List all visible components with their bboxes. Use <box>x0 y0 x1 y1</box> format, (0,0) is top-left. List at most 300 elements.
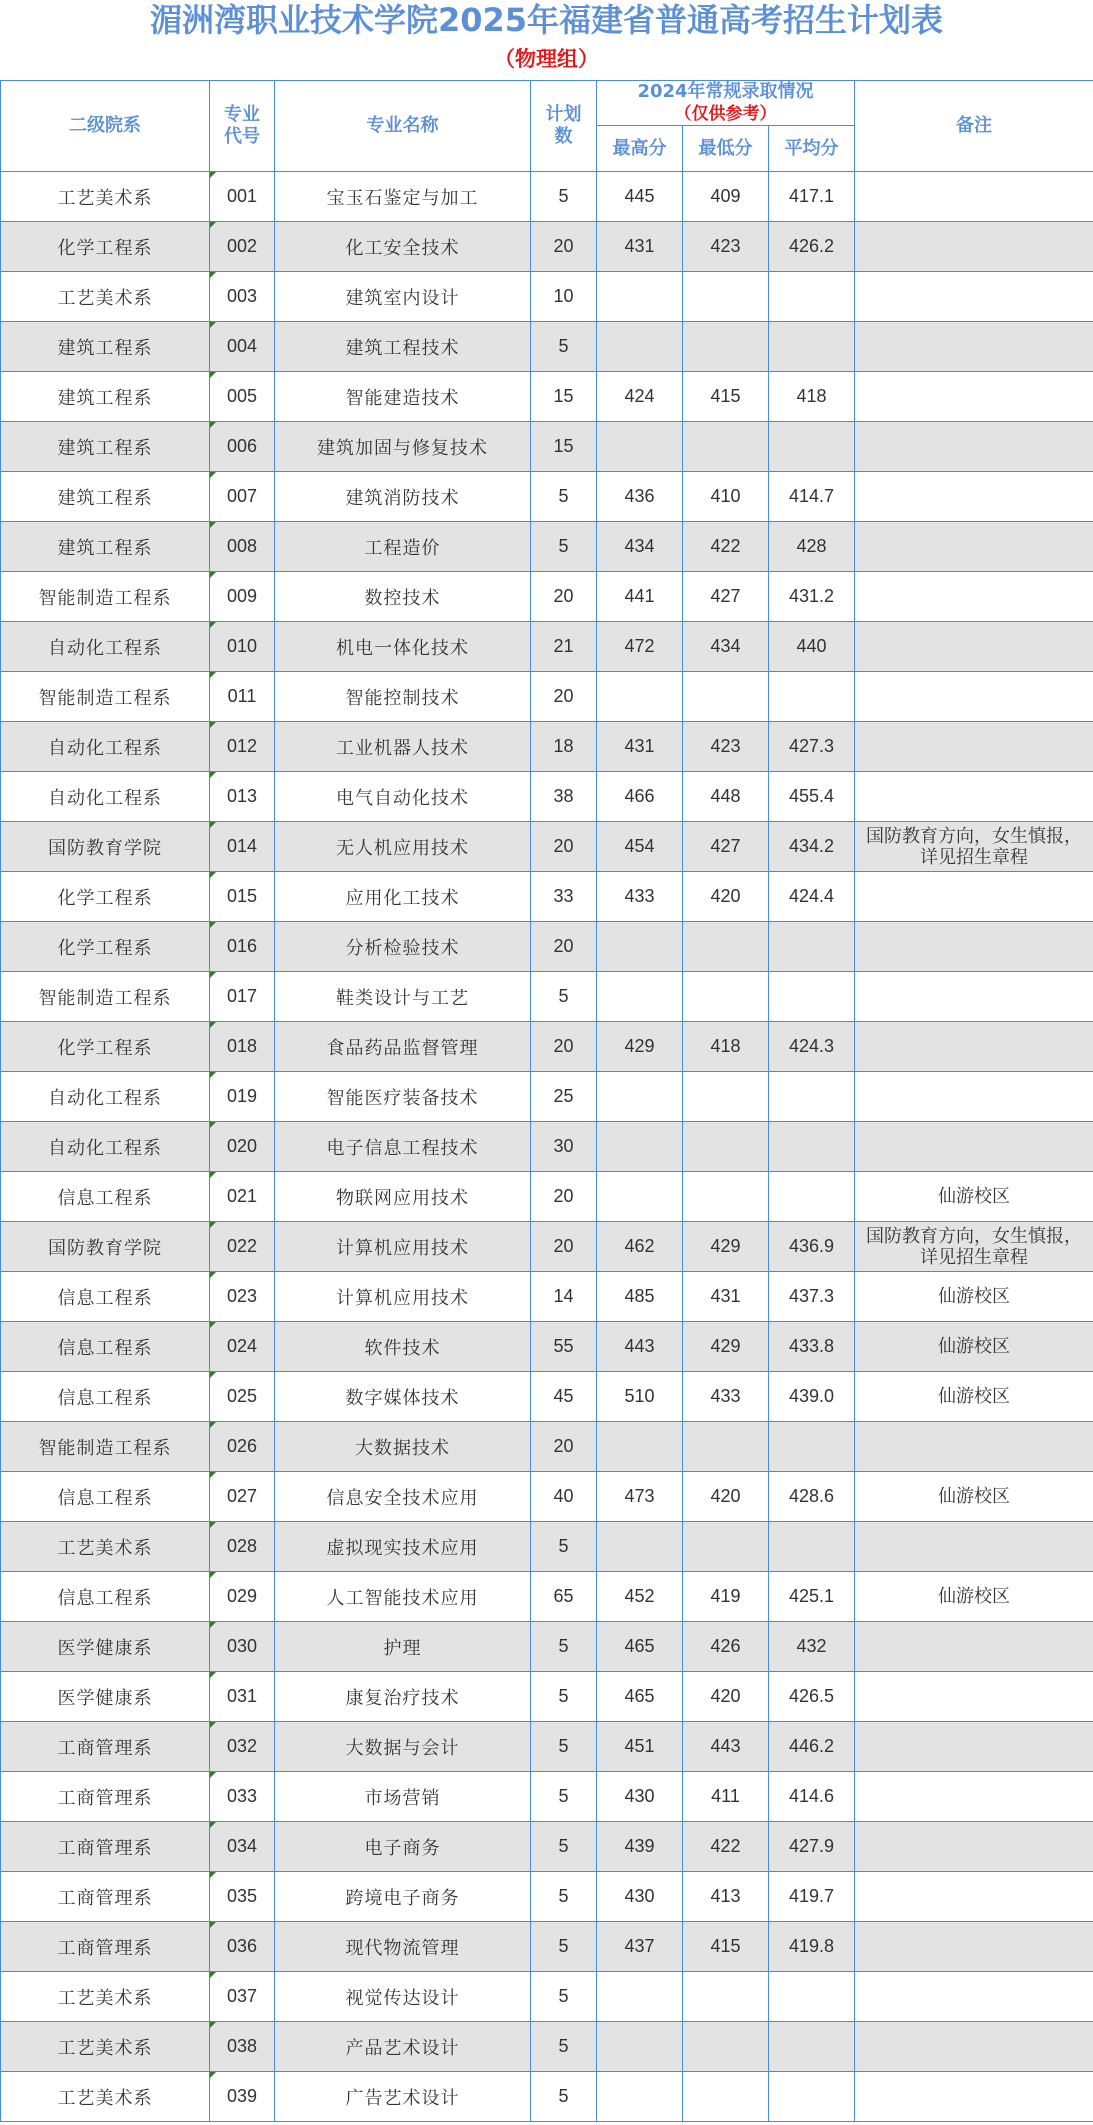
cell-max-score <box>597 1172 683 1222</box>
cell-remark: 仙游校区 <box>855 1472 1093 1522</box>
cell-avg-score <box>769 972 855 1022</box>
cell-code: 005 <box>210 372 275 422</box>
cell-major: 计算机应用技术 <box>275 1272 531 1322</box>
cell-min-score: 448 <box>683 772 769 822</box>
cell-min-score <box>683 2022 769 2072</box>
cell-max-score: 462 <box>597 1222 683 1272</box>
cell-code: 002 <box>210 222 275 272</box>
cell-dept: 信息工程系 <box>1 1472 210 1522</box>
table-row <box>1 1722 1093 1772</box>
header-dept: 二级院系 <box>1 81 210 172</box>
cell-avg-score: 428 <box>769 522 855 572</box>
cell-major: 应用化工技术 <box>275 872 531 922</box>
table-row <box>1 572 1093 622</box>
cell-plan: 5 <box>531 1872 597 1922</box>
cell-max-score: 434 <box>597 522 683 572</box>
cell-major: 鞋类设计与工艺 <box>275 972 531 1022</box>
cell-remark <box>855 222 1093 272</box>
cell-plan: 15 <box>531 372 597 422</box>
cell-remark: 仙游校区 <box>855 1322 1093 1372</box>
cell-plan: 5 <box>531 1922 597 1972</box>
cell-code: 026 <box>210 1422 275 1472</box>
cell-major: 电子信息工程技术 <box>275 1122 531 1172</box>
cell-max-score <box>597 972 683 1022</box>
cell-code: 031 <box>210 1672 275 1722</box>
cell-remark <box>855 522 1093 572</box>
cell-dept: 医学健康系 <box>1 1622 210 1672</box>
cell-plan: 30 <box>531 1122 597 1172</box>
cell-avg-score: 417.1 <box>769 172 855 222</box>
cell-min-score: 415 <box>683 1922 769 1972</box>
cell-major: 数控技术 <box>275 572 531 622</box>
cell-dept: 自动化工程系 <box>1 772 210 822</box>
cell-avg-score: 425.1 <box>769 1572 855 1622</box>
cell-min-score: 443 <box>683 1722 769 1772</box>
cell-code: 008 <box>210 522 275 572</box>
cell-min-score: 420 <box>683 872 769 922</box>
cell-min-score: 411 <box>683 1772 769 1822</box>
cell-dept: 工艺美术系 <box>1 1972 210 2022</box>
cell-plan: 20 <box>531 822 597 872</box>
cell-code: 015 <box>210 872 275 922</box>
cell-max-score: 430 <box>597 1872 683 1922</box>
cell-major: 人工智能技术应用 <box>275 1572 531 1622</box>
cell-dept: 自动化工程系 <box>1 622 210 672</box>
cell-max-score: 465 <box>597 1672 683 1722</box>
cell-remark <box>855 372 1093 422</box>
cell-remark: 仙游校区 <box>855 1572 1093 1622</box>
cell-max-score: 466 <box>597 772 683 822</box>
cell-plan: 5 <box>531 972 597 1022</box>
cell-avg-score: 426.2 <box>769 222 855 272</box>
cell-dept: 建筑工程系 <box>1 472 210 522</box>
cell-max-score: 433 <box>597 872 683 922</box>
cell-code: 003 <box>210 272 275 322</box>
cell-plan: 5 <box>531 2022 597 2072</box>
cell-avg-score <box>769 272 855 322</box>
cell-plan: 5 <box>531 472 597 522</box>
table-row <box>1 1422 1093 1472</box>
table-row <box>1 1772 1093 1822</box>
header-plan: 计划数 <box>531 81 597 172</box>
cell-code: 029 <box>210 1572 275 1622</box>
table-row <box>1 1522 1093 1572</box>
cell-code: 018 <box>210 1022 275 1072</box>
cell-max-score: 443 <box>597 1322 683 1372</box>
cell-plan: 5 <box>531 1722 597 1772</box>
cell-remark <box>855 172 1093 222</box>
cell-dept: 工艺美术系 <box>1 2072 210 2122</box>
cell-dept: 化学工程系 <box>1 1022 210 1072</box>
cell-major: 建筑加固与修复技术 <box>275 422 531 472</box>
cell-major: 工程造价 <box>275 522 531 572</box>
cell-code: 034 <box>210 1822 275 1872</box>
cell-min-score: 418 <box>683 1022 769 1072</box>
table-row <box>1 422 1093 472</box>
table-row <box>1 672 1093 722</box>
cell-major: 建筑室内设计 <box>275 272 531 322</box>
cell-min-score <box>683 922 769 972</box>
cell-code: 006 <box>210 422 275 472</box>
cell-dept: 自动化工程系 <box>1 722 210 772</box>
cell-max-score: 436 <box>597 472 683 522</box>
cell-dept: 智能制造工程系 <box>1 572 210 622</box>
cell-avg-score: 437.3 <box>769 1272 855 1322</box>
cell-min-score: 423 <box>683 722 769 772</box>
cell-code: 030 <box>210 1622 275 1672</box>
cell-plan: 20 <box>531 1222 597 1272</box>
cell-min-score: 409 <box>683 172 769 222</box>
cell-major: 虚拟现实技术应用 <box>275 1522 531 1572</box>
cell-code: 025 <box>210 1372 275 1422</box>
cell-avg-score: 414.6 <box>769 1772 855 1822</box>
cell-remark <box>855 272 1093 322</box>
cell-max-score: 431 <box>597 222 683 272</box>
cell-major: 工业机器人技术 <box>275 722 531 772</box>
cell-dept: 化学工程系 <box>1 222 210 272</box>
cell-max-score <box>597 272 683 322</box>
cell-min-score: 410 <box>683 472 769 522</box>
cell-plan: 5 <box>531 1772 597 1822</box>
cell-avg-score <box>769 922 855 972</box>
cell-avg-score <box>769 2022 855 2072</box>
cell-remark <box>855 1122 1093 1172</box>
cell-avg-score <box>769 1122 855 1172</box>
cell-min-score: 427 <box>683 822 769 872</box>
cell-dept: 国防教育学院 <box>1 822 210 872</box>
cell-remark <box>855 872 1093 922</box>
cell-max-score <box>597 672 683 722</box>
cell-max-score: 473 <box>597 1472 683 1522</box>
header-code: 专业代号 <box>210 81 275 172</box>
cell-avg-score <box>769 1072 855 1122</box>
cell-min-score <box>683 422 769 472</box>
cell-max-score: 510 <box>597 1372 683 1422</box>
cell-plan: 20 <box>531 1022 597 1072</box>
header-major: 专业名称 <box>275 81 531 172</box>
cell-max-score: 465 <box>597 1622 683 1672</box>
cell-remark <box>855 1672 1093 1722</box>
cell-code: 032 <box>210 1722 275 1772</box>
cell-dept: 自动化工程系 <box>1 1122 210 1172</box>
cell-avg-score <box>769 1972 855 2022</box>
cell-min-score <box>683 322 769 372</box>
cell-avg-score: 426.5 <box>769 1672 855 1722</box>
cell-dept: 建筑工程系 <box>1 322 210 372</box>
cell-major: 无人机应用技术 <box>275 822 531 872</box>
table-row <box>1 1572 1093 1622</box>
cell-code: 023 <box>210 1272 275 1322</box>
cell-plan: 20 <box>531 572 597 622</box>
cell-dept: 工艺美术系 <box>1 1522 210 1572</box>
cell-avg-score: 419.8 <box>769 1922 855 1972</box>
cell-code: 012 <box>210 722 275 772</box>
cell-max-score: 445 <box>597 172 683 222</box>
table-row <box>1 822 1093 872</box>
cell-avg-score: 424.3 <box>769 1022 855 1072</box>
cell-max-score: 431 <box>597 722 683 772</box>
cell-plan: 65 <box>531 1572 597 1622</box>
cell-plan: 15 <box>531 422 597 472</box>
cell-min-score <box>683 2072 769 2122</box>
table-row <box>1 1872 1093 1922</box>
header-score-group-label: 2024年常规录取情况 <box>637 81 814 102</box>
table-row <box>1 772 1093 822</box>
cell-min-score <box>683 1172 769 1222</box>
cell-code: 039 <box>210 2072 275 2122</box>
cell-avg-score: 418 <box>769 372 855 422</box>
cell-major: 大数据与会计 <box>275 1722 531 1772</box>
table-row <box>1 522 1093 572</box>
cell-plan: 18 <box>531 722 597 772</box>
table-row <box>1 1072 1093 1122</box>
table-row <box>1 1622 1093 1672</box>
cell-avg-score: 440 <box>769 622 855 672</box>
cell-remark <box>855 1522 1093 1572</box>
cell-dept: 化学工程系 <box>1 922 210 972</box>
cell-avg-score: 433.8 <box>769 1322 855 1372</box>
table-body <box>1 172 1093 2122</box>
cell-code: 035 <box>210 1872 275 1922</box>
cell-min-score <box>683 1422 769 1472</box>
cell-remark <box>855 1972 1093 2022</box>
cell-major: 现代物流管理 <box>275 1922 531 1972</box>
cell-max-score <box>597 1422 683 1472</box>
cell-max-score: 429 <box>597 1022 683 1072</box>
cell-major: 软件技术 <box>275 1322 531 1372</box>
cell-max-score <box>597 922 683 972</box>
cell-plan: 5 <box>531 1522 597 1572</box>
cell-avg-score <box>769 422 855 472</box>
cell-min-score: 423 <box>683 222 769 272</box>
cell-min-score: 419 <box>683 1572 769 1622</box>
cell-remark <box>855 772 1093 822</box>
cell-remark <box>855 922 1093 972</box>
cell-min-score <box>683 1972 769 2022</box>
cell-dept: 工商管理系 <box>1 1772 210 1822</box>
cell-avg-score <box>769 322 855 372</box>
cell-max-score: 441 <box>597 572 683 622</box>
cell-remark <box>855 1922 1093 1972</box>
cell-major: 食品药品监督管理 <box>275 1022 531 1072</box>
cell-dept: 信息工程系 <box>1 1322 210 1372</box>
cell-plan: 55 <box>531 1322 597 1372</box>
cell-plan: 20 <box>531 1172 597 1222</box>
cell-min-score <box>683 1072 769 1122</box>
cell-plan: 5 <box>531 322 597 372</box>
cell-avg-score <box>769 672 855 722</box>
cell-remark: 国防教育方向，女生慎报，详见招生章程 <box>855 822 1093 872</box>
cell-code: 009 <box>210 572 275 622</box>
cell-min-score <box>683 672 769 722</box>
cell-plan: 38 <box>531 772 597 822</box>
cell-avg-score: 419.7 <box>769 1872 855 1922</box>
cell-remark <box>855 622 1093 672</box>
cell-major: 智能医疗装备技术 <box>275 1072 531 1122</box>
cell-plan: 20 <box>531 222 597 272</box>
cell-dept: 建筑工程系 <box>1 522 210 572</box>
cell-code: 033 <box>210 1772 275 1822</box>
cell-code: 016 <box>210 922 275 972</box>
cell-avg-score: 431.2 <box>769 572 855 622</box>
cell-avg-score <box>769 1522 855 1572</box>
table-row <box>1 1922 1093 1972</box>
cell-avg-score: 432 <box>769 1622 855 1672</box>
cell-dept: 国防教育学院 <box>1 1222 210 1272</box>
cell-code: 007 <box>210 472 275 522</box>
cell-min-score: 433 <box>683 1372 769 1422</box>
table-row <box>1 1322 1093 1372</box>
cell-major: 大数据技术 <box>275 1422 531 1472</box>
cell-major: 信息安全技术应用 <box>275 1472 531 1522</box>
cell-remark <box>855 1872 1093 1922</box>
cell-plan: 5 <box>531 1622 597 1672</box>
cell-remark <box>855 472 1093 522</box>
cell-plan: 14 <box>531 1272 597 1322</box>
header-remark: 备注 <box>855 81 1093 172</box>
table-row <box>1 722 1093 772</box>
cell-plan: 40 <box>531 1472 597 1522</box>
table-row <box>1 322 1093 372</box>
table-row <box>1 372 1093 422</box>
cell-max-score <box>597 2072 683 2122</box>
table-row <box>1 1822 1093 1872</box>
cell-major: 数字媒体技术 <box>275 1372 531 1422</box>
cell-code: 001 <box>210 172 275 222</box>
cell-max-score: 454 <box>597 822 683 872</box>
cell-min-score <box>683 1522 769 1572</box>
cell-major: 康复治疗技术 <box>275 1672 531 1722</box>
cell-dept: 工商管理系 <box>1 1822 210 1872</box>
cell-avg-score: 414.7 <box>769 472 855 522</box>
cell-remark <box>855 972 1093 1022</box>
cell-avg-score: 439.0 <box>769 1372 855 1422</box>
page-title: 湄洲湾职业技术学院2025年福建省普通高考招生计划表 <box>149 1 944 39</box>
table-row <box>1 2022 1093 2072</box>
cell-dept: 工商管理系 <box>1 1922 210 1972</box>
cell-avg-score: 436.9 <box>769 1222 855 1272</box>
cell-code: 021 <box>210 1172 275 1222</box>
cell-code: 019 <box>210 1072 275 1122</box>
cell-plan: 5 <box>531 1672 597 1722</box>
cell-plan: 33 <box>531 872 597 922</box>
header-min: 最低分 <box>683 126 769 172</box>
cell-major: 市场营销 <box>275 1772 531 1822</box>
cell-code: 028 <box>210 1522 275 1572</box>
cell-min-score: 420 <box>683 1672 769 1722</box>
cell-major: 视觉传达设计 <box>275 1972 531 2022</box>
table-row <box>1 1972 1093 2022</box>
cell-plan: 5 <box>531 2072 597 2122</box>
table-row <box>1 1272 1093 1322</box>
cell-major: 智能控制技术 <box>275 672 531 722</box>
cell-max-score <box>597 1972 683 2022</box>
table-row <box>1 1222 1093 1272</box>
table-row <box>1 222 1093 272</box>
cell-code: 004 <box>210 322 275 372</box>
cell-dept: 信息工程系 <box>1 1272 210 1322</box>
cell-min-score: 422 <box>683 522 769 572</box>
cell-min-score <box>683 1122 769 1172</box>
cell-plan: 45 <box>531 1372 597 1422</box>
cell-major: 电子商务 <box>275 1822 531 1872</box>
table-row <box>1 472 1093 522</box>
cell-plan: 5 <box>531 172 597 222</box>
table-row <box>1 1472 1093 1522</box>
cell-dept: 自动化工程系 <box>1 1072 210 1122</box>
cell-avg-score: 427.9 <box>769 1822 855 1872</box>
cell-major: 护理 <box>275 1622 531 1672</box>
cell-dept: 医学健康系 <box>1 1672 210 1722</box>
cell-remark <box>855 672 1093 722</box>
cell-remark: 仙游校区 <box>855 1172 1093 1222</box>
cell-plan: 5 <box>531 1972 597 2022</box>
cell-max-score: 430 <box>597 1772 683 1822</box>
cell-max-score: 451 <box>597 1722 683 1772</box>
table-row <box>1 1172 1093 1222</box>
table-row <box>1 622 1093 672</box>
cell-min-score: 415 <box>683 372 769 422</box>
cell-major: 建筑消防技术 <box>275 472 531 522</box>
cell-remark: 国防教育方向，女生慎报，详见招生章程 <box>855 1222 1093 1272</box>
cell-avg-score: 434.2 <box>769 822 855 872</box>
cell-min-score: 434 <box>683 622 769 672</box>
header-score-group <box>597 81 855 126</box>
cell-code: 020 <box>210 1122 275 1172</box>
header-avg: 平均分 <box>769 126 855 172</box>
table-row <box>1 922 1093 972</box>
cell-dept: 建筑工程系 <box>1 372 210 422</box>
cell-remark: 仙游校区 <box>855 1372 1093 1422</box>
cell-code: 037 <box>210 1972 275 2022</box>
cell-avg-score <box>769 1422 855 1472</box>
cell-remark <box>855 2022 1093 2072</box>
cell-remark <box>855 322 1093 372</box>
cell-remark <box>855 1722 1093 1772</box>
cell-plan: 25 <box>531 1072 597 1122</box>
enrollment-table <box>0 80 1093 2122</box>
header-score-note: （仅供参考） <box>674 104 777 124</box>
cell-dept: 建筑工程系 <box>1 422 210 472</box>
cell-min-score: 429 <box>683 1222 769 1272</box>
cell-remark <box>855 572 1093 622</box>
cell-major: 产品艺术设计 <box>275 2022 531 2072</box>
table-row <box>1 1122 1093 1172</box>
cell-max-score: 452 <box>597 1572 683 1622</box>
table-row <box>1 172 1093 222</box>
cell-min-score: 427 <box>683 572 769 622</box>
cell-max-score <box>597 422 683 472</box>
cell-max-score <box>597 322 683 372</box>
cell-dept: 工艺美术系 <box>1 2022 210 2072</box>
cell-remark <box>855 1022 1093 1072</box>
cell-code: 013 <box>210 772 275 822</box>
cell-remark <box>855 2072 1093 2122</box>
cell-max-score <box>597 1522 683 1572</box>
cell-major: 机电一体化技术 <box>275 622 531 672</box>
cell-remark <box>855 422 1093 472</box>
cell-plan: 5 <box>531 1822 597 1872</box>
cell-major: 物联网应用技术 <box>275 1172 531 1222</box>
cell-remark: 仙游校区 <box>855 1272 1093 1322</box>
table-row <box>1 1672 1093 1722</box>
cell-plan: 10 <box>531 272 597 322</box>
cell-major: 电气自动化技术 <box>275 772 531 822</box>
cell-code: 010 <box>210 622 275 672</box>
cell-max-score <box>597 1122 683 1172</box>
cell-dept: 工商管理系 <box>1 1722 210 1772</box>
cell-remark <box>855 722 1093 772</box>
